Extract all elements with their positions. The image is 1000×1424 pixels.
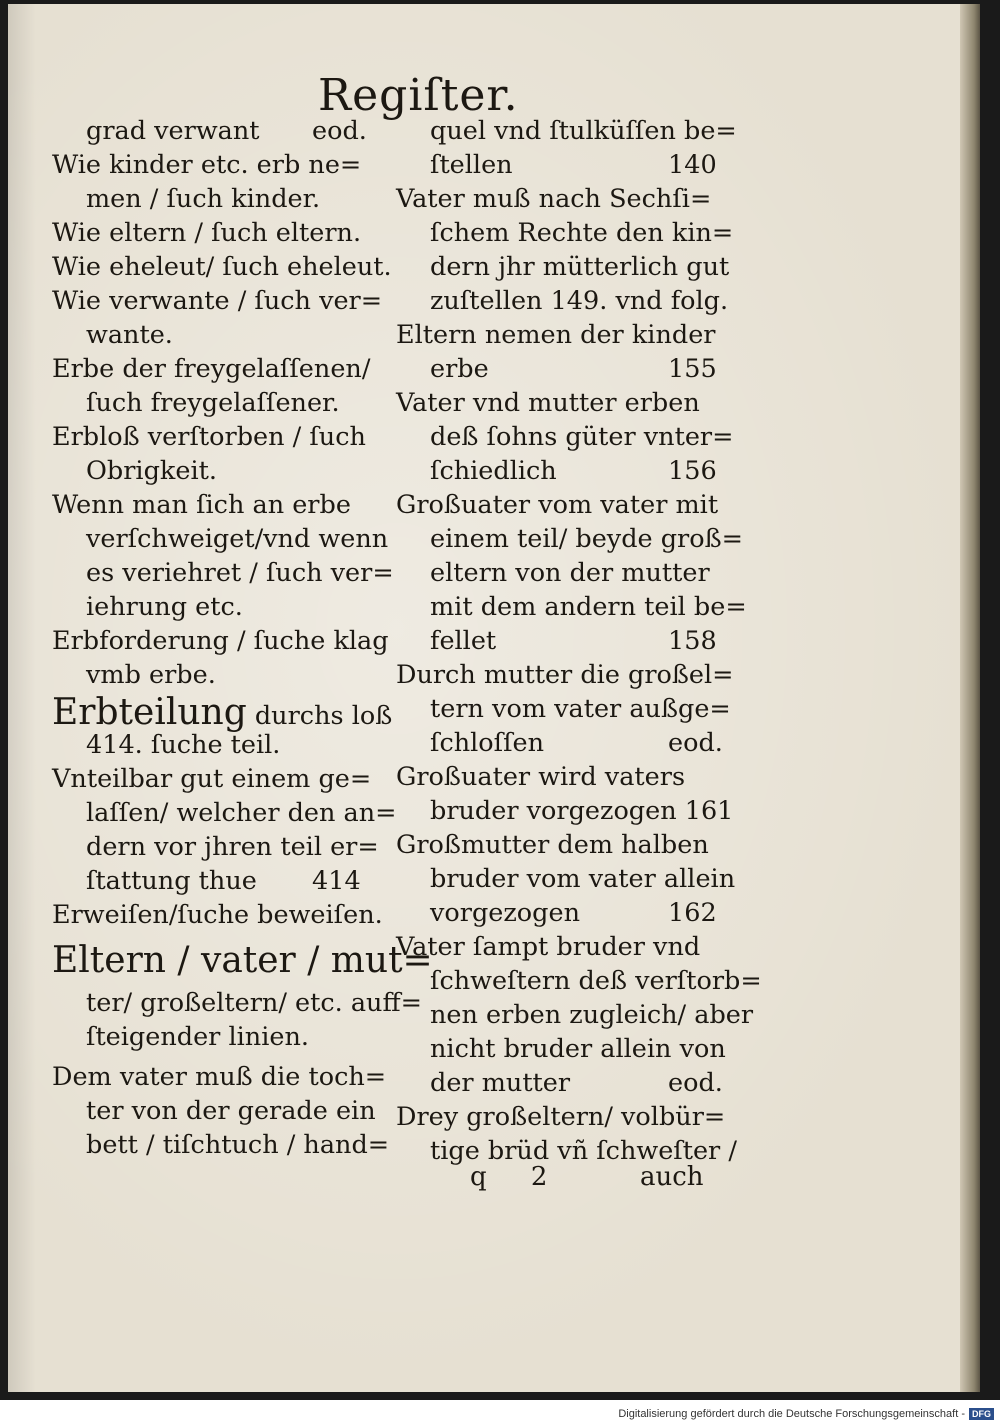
- right-column-line: [430, 1000, 753, 1030]
- left-column-line: [86, 558, 394, 588]
- right-column-line: [396, 388, 700, 418]
- right-column-line: [430, 218, 733, 248]
- right-column-line: [430, 422, 734, 452]
- left-column-line: [86, 798, 397, 828]
- entry-text: Vater ſampt bruder vnd: [396, 932, 701, 962]
- entry-text: Dem vater muß die toch=: [52, 1062, 387, 1092]
- left-column-line: [52, 354, 370, 384]
- right-column-line: [430, 966, 762, 996]
- entry-text: ſtellen: [430, 150, 513, 180]
- left-column-line: [86, 988, 422, 1018]
- left-column-line: [86, 592, 243, 622]
- entry-text: eltern von der mutter: [430, 558, 710, 588]
- entry-text: tige brüd vñ ſchweſter /: [430, 1136, 737, 1166]
- entry-text: tern vom vater außge=: [430, 694, 731, 724]
- entry-text: Wie verwante / ſuch ver=: [52, 286, 383, 316]
- entry-text: Erbteilung: [52, 692, 247, 733]
- entry-text: Obrigkeit.: [86, 456, 217, 486]
- left-column-line: [52, 692, 392, 733]
- entry-text: ter von der gerade ein: [86, 1096, 376, 1126]
- right-column-line: [430, 116, 737, 146]
- right-column-line: [396, 490, 718, 520]
- catchword: auch: [640, 1162, 704, 1192]
- entry-text: deß ſohns güter vnter=: [430, 422, 734, 452]
- entry-text: men / ſuch kinder.: [86, 184, 321, 214]
- right-column-line: [430, 558, 710, 588]
- entry-text: Eltern nemen der kinder: [396, 320, 716, 350]
- page-reference: 155: [668, 354, 717, 384]
- page-header: Regiſter.: [318, 70, 519, 121]
- left-column-line: [86, 1022, 309, 1052]
- entry-text: ſtattung thue: [86, 866, 257, 896]
- right-column-line: [430, 898, 717, 928]
- entry-text: mit dem andern teil be=: [430, 592, 747, 622]
- right-column-line: [430, 864, 735, 894]
- entry-text: erbe: [430, 354, 489, 384]
- entry-text: Großuater wird vaters: [396, 762, 686, 792]
- right-column-line: [430, 524, 743, 554]
- entry-text: ſchiedlich: [430, 456, 557, 486]
- right-column-line: [430, 694, 731, 724]
- entry-text: ſchweſtern deß verſtorb=: [430, 966, 762, 996]
- entry-text: Wie eheleut/ ſuch eheleut.: [52, 252, 392, 282]
- entry-text: ſchloſſen: [430, 728, 545, 758]
- entry-text: ſchem Rechte den kin=: [430, 218, 734, 248]
- page-reference: eod.: [668, 728, 723, 758]
- left-column-line: [52, 940, 433, 981]
- right-column-line: [430, 1068, 723, 1098]
- entry-text: laſſen/ welcher den an=: [86, 798, 397, 828]
- entry-text: Eltern / vater / mut=: [52, 940, 433, 981]
- left-column-line: [86, 660, 216, 690]
- left-column-line: [52, 150, 361, 180]
- entry-text: Wie eltern / ſuch eltern.: [52, 218, 362, 248]
- left-column-line: [86, 866, 361, 896]
- left-column-line: [86, 1130, 389, 1160]
- entry-text: bruder vorgezogen 161: [430, 796, 734, 826]
- entry-text: Drey großeltern/ volbür=: [396, 1102, 726, 1132]
- credit-text: Digitalisierung gefördert durch die Deutsche Forschungsgemeinschaft -: [618, 1408, 965, 1420]
- entry-text: ſteigender linien.: [86, 1022, 309, 1052]
- entry-text: vmb erbe.: [86, 660, 216, 690]
- page-reference: 158: [668, 626, 717, 656]
- entry-text: verſchweiget/vnd wenn: [86, 524, 389, 554]
- entry-text: ter/ großeltern/ etc. auff=: [86, 988, 422, 1018]
- left-column-line: [86, 1096, 376, 1126]
- right-column-line: [430, 150, 717, 180]
- entry-text: nen erben zugleich/ aber: [430, 1000, 754, 1030]
- left-column-line: [86, 730, 280, 760]
- entry-text: Erbloß verſtorben / ſuch: [52, 422, 366, 452]
- entry-text: quel vnd ſtulküſſen be=: [430, 116, 737, 146]
- right-column-line: [430, 796, 733, 826]
- entry-text: iehrung etc.: [86, 592, 243, 622]
- right-column-line: [430, 252, 729, 282]
- left-column-line: [52, 1062, 386, 1092]
- entry-text: einem teil/ beyde groß=: [430, 524, 743, 554]
- right-column-line: [396, 184, 711, 214]
- right-column-line: [430, 456, 717, 486]
- right-column-line: [396, 830, 709, 860]
- page-reference: eod.: [668, 1068, 723, 1098]
- right-column-line: [396, 660, 734, 690]
- entry-text: Erbe der freygelaſſenen/: [52, 354, 371, 384]
- entry-text: bett / tiſchtuch / hand=: [86, 1130, 390, 1160]
- left-column-line: [86, 320, 173, 350]
- entry-text: es veriehret / ſuch ver=: [86, 558, 394, 588]
- page-spine-edge: [960, 4, 980, 1392]
- right-column-line: [430, 354, 717, 384]
- left-column-line: [86, 184, 320, 214]
- entry-text: fellet: [430, 626, 497, 656]
- left-column-line: [52, 490, 351, 520]
- left-column-line: [52, 764, 371, 794]
- entry-text: dern vor jhren teil er=: [86, 832, 379, 862]
- page-reference: eod.: [312, 116, 367, 146]
- signature-mark: q 2: [470, 1162, 566, 1192]
- entry-text: vorgezogen: [430, 898, 580, 928]
- entry-text: Wie kinder etc. erb ne=: [52, 150, 362, 180]
- right-column-line: [430, 286, 728, 316]
- left-column-line: [52, 252, 392, 282]
- left-column-line: [86, 116, 367, 146]
- entry-text: Erweiſen/ſuche beweiſen.: [52, 900, 383, 930]
- left-column-line: [52, 422, 366, 452]
- dfg-logo: DFG: [969, 1408, 994, 1420]
- right-column-line: [430, 626, 717, 656]
- entry-text: ſuch freygelaſſener.: [86, 388, 340, 418]
- left-column-line: [52, 218, 361, 248]
- right-column-line: [396, 932, 700, 962]
- left-column-line: [52, 626, 389, 656]
- entry-text: Erbforderung / ſuche klag: [52, 626, 389, 656]
- entry-text: 414. ſuche teil.: [86, 730, 281, 760]
- entry-text: nicht bruder allein von: [430, 1034, 726, 1064]
- entry-text: Vater muß nach Sechſi=: [396, 184, 712, 214]
- entry-text: bruder vom vater allein: [430, 864, 736, 894]
- entry-suffix: durchs loß: [246, 701, 393, 731]
- left-column-line: [86, 524, 388, 554]
- digitization-credit: [618, 1406, 994, 1422]
- right-column-line: [396, 320, 716, 350]
- entry-text: dern jhr mütterlich gut: [430, 252, 730, 282]
- entry-text: grad verwant: [86, 116, 260, 146]
- entry-text: Wenn man ſich an erbe: [52, 490, 351, 520]
- right-column-line: [396, 762, 685, 792]
- left-column-line: [52, 286, 382, 316]
- page-reference: 140: [668, 150, 717, 180]
- left-column-line: [52, 900, 383, 930]
- page-reference: 414: [312, 866, 361, 896]
- entry-text: der mutter: [430, 1068, 571, 1098]
- entry-text: Durch mutter die großel=: [396, 660, 734, 690]
- entry-text: Vater vnd mutter erben: [396, 388, 700, 418]
- entry-text: wante.: [86, 320, 173, 350]
- entry-text: Großuater vom vater mit: [396, 490, 719, 520]
- entry-text: zuſtellen 149. vnd folg.: [430, 286, 729, 316]
- right-column-line: [430, 1034, 726, 1064]
- page-reference: 156: [668, 456, 717, 486]
- entry-text: Vnteilbar gut einem ge=: [52, 764, 372, 794]
- entry-text: Großmutter dem halben: [396, 830, 709, 860]
- left-column-line: [86, 832, 379, 862]
- right-column-line: [396, 1102, 725, 1132]
- left-column-line: [86, 388, 340, 418]
- page-reference: 162: [668, 898, 717, 928]
- right-column-line: [430, 592, 747, 622]
- left-column-line: [86, 456, 217, 486]
- right-column-line: [430, 728, 723, 758]
